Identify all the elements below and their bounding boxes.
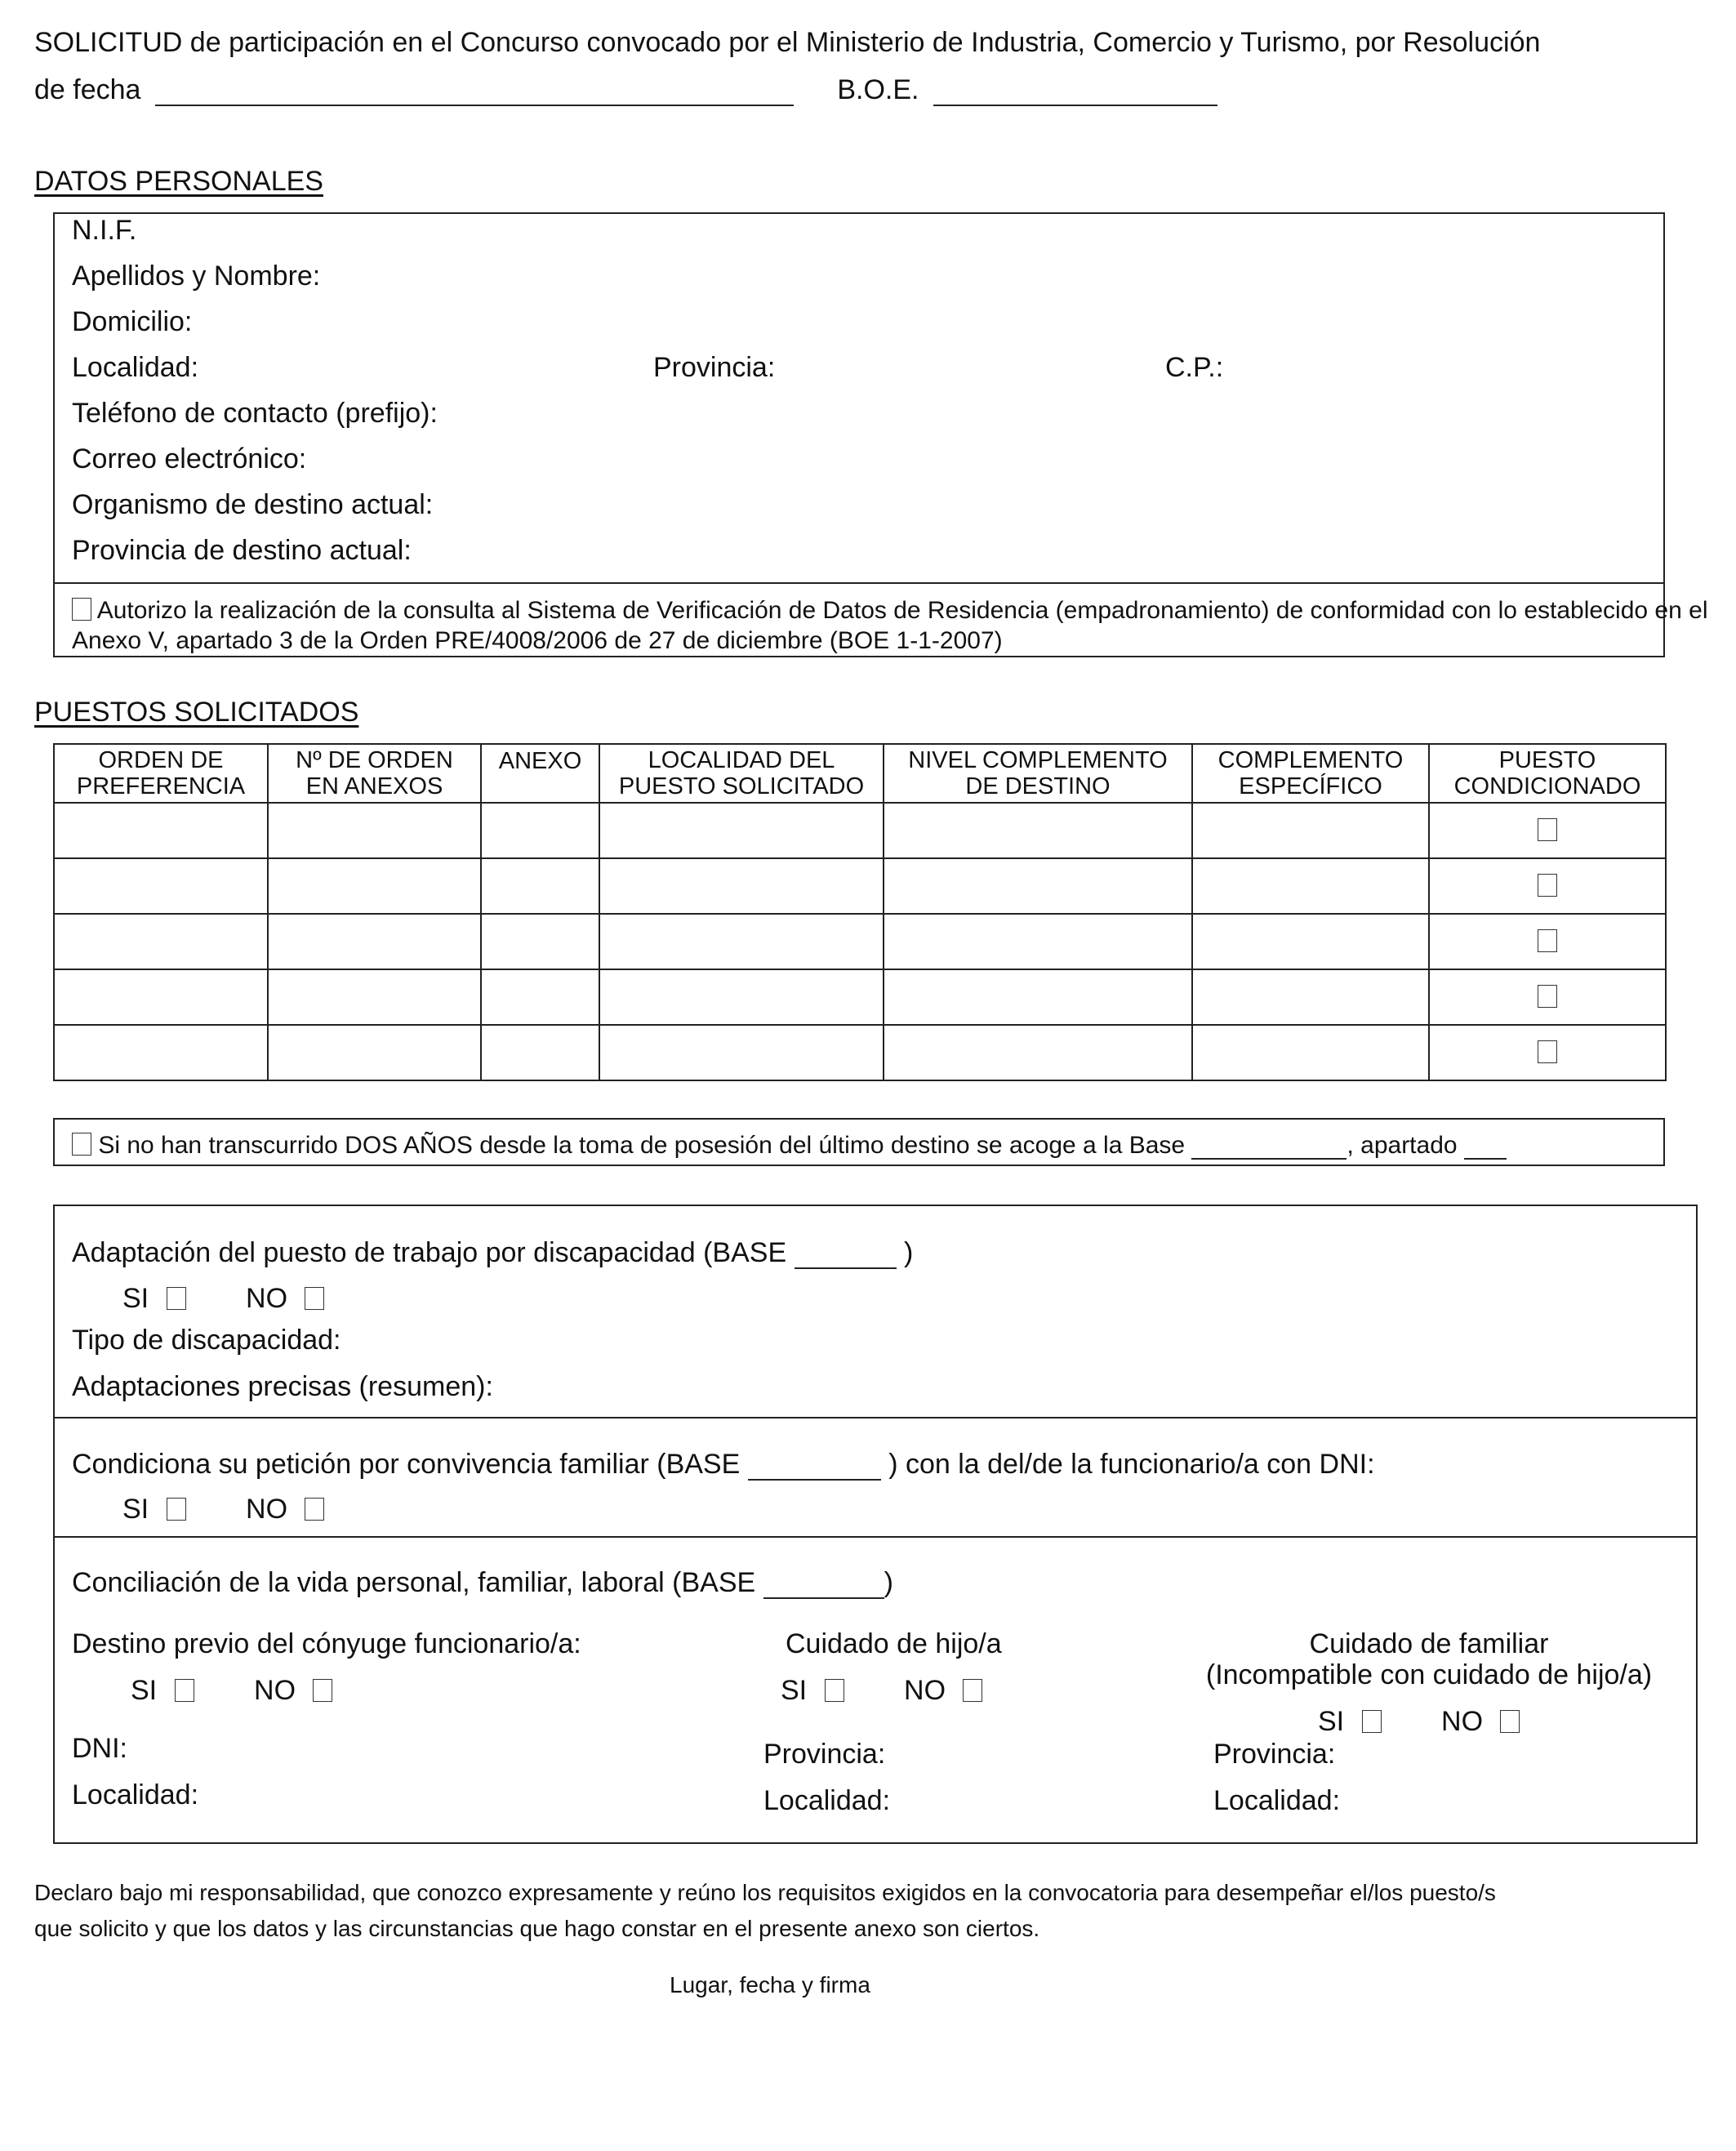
col-anexo: ANEXO <box>481 744 599 803</box>
fecha-field[interactable] <box>155 82 794 106</box>
dos-anos-checkbox[interactable] <box>72 1133 91 1156</box>
table-cell <box>1429 858 1666 914</box>
dos-anos-row <box>72 1132 1507 1160</box>
fecha-label: de fecha <box>34 74 141 105</box>
condicionado-checkbox[interactable] <box>1538 874 1557 897</box>
localidad-label: Localidad: <box>72 352 199 383</box>
table-cell[interactable] <box>268 914 481 969</box>
table-row <box>54 858 1666 914</box>
boe-label: B.O.E. <box>837 74 919 105</box>
familiar-localidad-label: Localidad: <box>1213 1785 1341 1816</box>
table-cell[interactable] <box>54 1025 268 1080</box>
table-cell[interactable] <box>1192 914 1429 969</box>
table-cell[interactable] <box>268 858 481 914</box>
declaracion-line1: Declaro bajo mi responsabilidad, que conozco expresamente y reúno los requisitos exigidos en la convocatoria para desempeñar el/los puesto/s <box>34 1880 1496 1905</box>
table-cell[interactable] <box>54 803 268 858</box>
table-cell[interactable] <box>54 969 268 1025</box>
adaptacion-base-field[interactable] <box>795 1243 897 1269</box>
table-cell[interactable] <box>1192 1025 1429 1080</box>
table-cell[interactable] <box>268 1025 481 1080</box>
header-line1: SOLICITUD de participación en el Concurso convocado por el Ministerio de Industria, Comercio y Turismo, por Resolución <box>34 27 1541 58</box>
convivencia-text: Condiciona su petición por convivencia familiar (BASE ) con la del/de la funcionario/a con DNI: <box>72 1449 1375 1480</box>
nif-label: N.I.F. <box>72 215 137 246</box>
autorizo-text: Autorizo la realización de la consulta al Sistema de Verificación de Datos de Residencia (empadronamiento) de conformidad con lo establecido en el <box>96 597 1708 624</box>
conyuge-localidad-label: Localidad: <box>72 1779 199 1810</box>
table-cell[interactable] <box>54 858 268 914</box>
table-cell[interactable] <box>884 803 1192 858</box>
table-row <box>54 969 1666 1025</box>
table-cell[interactable] <box>884 858 1192 914</box>
apellidos-label: Apellidos y Nombre: <box>72 261 321 292</box>
condicionado-checkbox[interactable] <box>1538 1040 1557 1063</box>
table-row <box>54 1025 1666 1080</box>
divider <box>53 1417 1698 1418</box>
table-cell[interactable] <box>1192 969 1429 1025</box>
autorizo-line2: Anexo V, apartado 3 de la Orden PRE/4008/2006 de 27 de diciembre (BOE 1-1-2007) <box>72 627 1003 654</box>
conyuge-si-checkbox[interactable] <box>175 1679 194 1702</box>
col-localidad: LOCALIDAD DEL PUESTO SOLICITADO <box>599 744 884 803</box>
table-row <box>54 914 1666 969</box>
col-condicionado: PUESTO CONDICIONADO <box>1429 744 1666 803</box>
telefono-label: Teléfono de contacto (prefijo): <box>72 398 438 429</box>
familiar-no-checkbox[interactable] <box>1500 1710 1520 1733</box>
cp-label: C.P.: <box>1165 352 1224 383</box>
declaracion-line2: que solicito y que los datos y las circunstancias que hago constar en el presente anexo son ciertos. <box>34 1916 1040 1941</box>
convivencia-base-field[interactable] <box>748 1454 881 1481</box>
table-cell[interactable] <box>1192 858 1429 914</box>
table-cell[interactable] <box>599 914 884 969</box>
hijo-si-no: SI NO <box>781 1674 982 1707</box>
boe-field[interactable] <box>933 82 1217 106</box>
adaptacion-si-checkbox[interactable] <box>167 1287 186 1310</box>
table-cell[interactable] <box>884 1025 1192 1080</box>
table-cell[interactable] <box>481 1025 599 1080</box>
hijo-provincia-label: Provincia: <box>763 1739 886 1770</box>
puestos-header-row <box>54 744 1666 803</box>
table-cell[interactable] <box>268 969 481 1025</box>
table-cell[interactable] <box>481 803 599 858</box>
divider <box>53 1536 1698 1538</box>
datos-personales-title: DATOS PERSONALES <box>34 166 323 197</box>
domicilio-label: Domicilio: <box>72 306 193 337</box>
conciliacion-base-field[interactable] <box>763 1573 884 1599</box>
conciliacion-title: Conciliación de la vida personal, familiar, laboral (BASE ) <box>72 1567 893 1598</box>
adaptaciones-label: Adaptaciones precisas (resumen): <box>72 1371 493 1402</box>
table-cell[interactable] <box>481 914 599 969</box>
convivencia-si-checkbox[interactable] <box>167 1498 186 1521</box>
puestos-table <box>53 743 1667 1081</box>
conyuge-no-checkbox[interactable] <box>313 1679 332 1702</box>
autorizo-line1 <box>72 597 1707 625</box>
table-row <box>54 803 1666 858</box>
table-cell[interactable] <box>481 969 599 1025</box>
hijo-si-checkbox[interactable] <box>825 1679 844 1702</box>
table-cell[interactable] <box>884 969 1192 1025</box>
convivencia-no-checkbox[interactable] <box>305 1498 324 1521</box>
adaptacion-title: Adaptación del puesto de trabajo por discapacidad (BASE ) <box>72 1237 914 1268</box>
condicionado-checkbox[interactable] <box>1538 985 1557 1008</box>
familiar-label-1: Cuidado de familiar <box>1309 1628 1549 1659</box>
puestos-title: PUESTOS SOLICITADOS <box>34 697 359 728</box>
table-cell <box>1429 803 1666 858</box>
table-cell[interactable] <box>481 858 599 914</box>
table-cell <box>1429 969 1666 1025</box>
familiar-provincia-label: Provincia: <box>1213 1739 1336 1770</box>
table-cell[interactable] <box>599 1025 884 1080</box>
firma-label: Lugar, fecha y firma <box>670 1972 870 1997</box>
table-cell[interactable] <box>54 914 268 969</box>
table-cell[interactable] <box>599 969 884 1025</box>
col-num-orden: Nº DE ORDEN EN ANEXOS <box>268 744 481 803</box>
apartado-label: , apartado <box>1347 1132 1458 1159</box>
hijo-localidad-label: Localidad: <box>763 1785 891 1816</box>
conyuge-label: Destino previo del cónyuge funcionario/a: <box>72 1628 581 1659</box>
condicionado-checkbox[interactable] <box>1538 929 1557 952</box>
table-cell[interactable] <box>599 858 884 914</box>
table-cell[interactable] <box>1192 803 1429 858</box>
tipo-discapacidad-label: Tipo de discapacidad: <box>72 1325 341 1356</box>
table-cell[interactable] <box>268 803 481 858</box>
correo-label: Correo electrónico: <box>72 443 307 474</box>
adaptacion-no-checkbox[interactable] <box>305 1287 324 1310</box>
table-cell <box>1429 914 1666 969</box>
familiar-label-2: (Incompatible con cuidado de hijo/a) <box>1205 1659 1653 1690</box>
table-cell[interactable] <box>884 914 1192 969</box>
adaptacion-si-no: SI NO <box>122 1282 324 1315</box>
base-field[interactable] <box>1191 1137 1347 1160</box>
convivencia-si-no: SI NO <box>122 1493 324 1525</box>
provincia-destino-label: Provincia de destino actual: <box>72 535 412 566</box>
hijo-label: Cuidado de hijo/a <box>786 1628 1002 1659</box>
hijo-no-checkbox[interactable] <box>963 1679 982 1702</box>
dni-label: DNI: <box>72 1733 127 1764</box>
col-complemento: COMPLEMENTO ESPECÍFICO <box>1192 744 1429 803</box>
fecha-row <box>34 73 1217 106</box>
conyuge-si-no: SI NO <box>131 1674 332 1707</box>
organismo-label: Organismo de destino actual: <box>72 489 434 520</box>
col-nivel: NIVEL COMPLEMENTO DE DESTINO <box>884 744 1192 803</box>
autorizo-checkbox[interactable] <box>72 598 91 621</box>
col-orden-preferencia: ORDEN DE PREFERENCIA <box>54 744 268 803</box>
condicionado-checkbox[interactable] <box>1538 818 1557 841</box>
apartado-field[interactable] <box>1464 1137 1507 1160</box>
familiar-si-checkbox[interactable] <box>1362 1710 1382 1733</box>
dos-anos-text: Si no han transcurrido DOS AÑOS desde la toma de posesión del último destino se acoge a la Base <box>98 1132 1186 1159</box>
provincia-label: Provincia: <box>653 352 776 383</box>
table-cell[interactable] <box>599 803 884 858</box>
table-cell <box>1429 1025 1666 1080</box>
familiar-si-no: SI NO <box>1318 1705 1520 1738</box>
